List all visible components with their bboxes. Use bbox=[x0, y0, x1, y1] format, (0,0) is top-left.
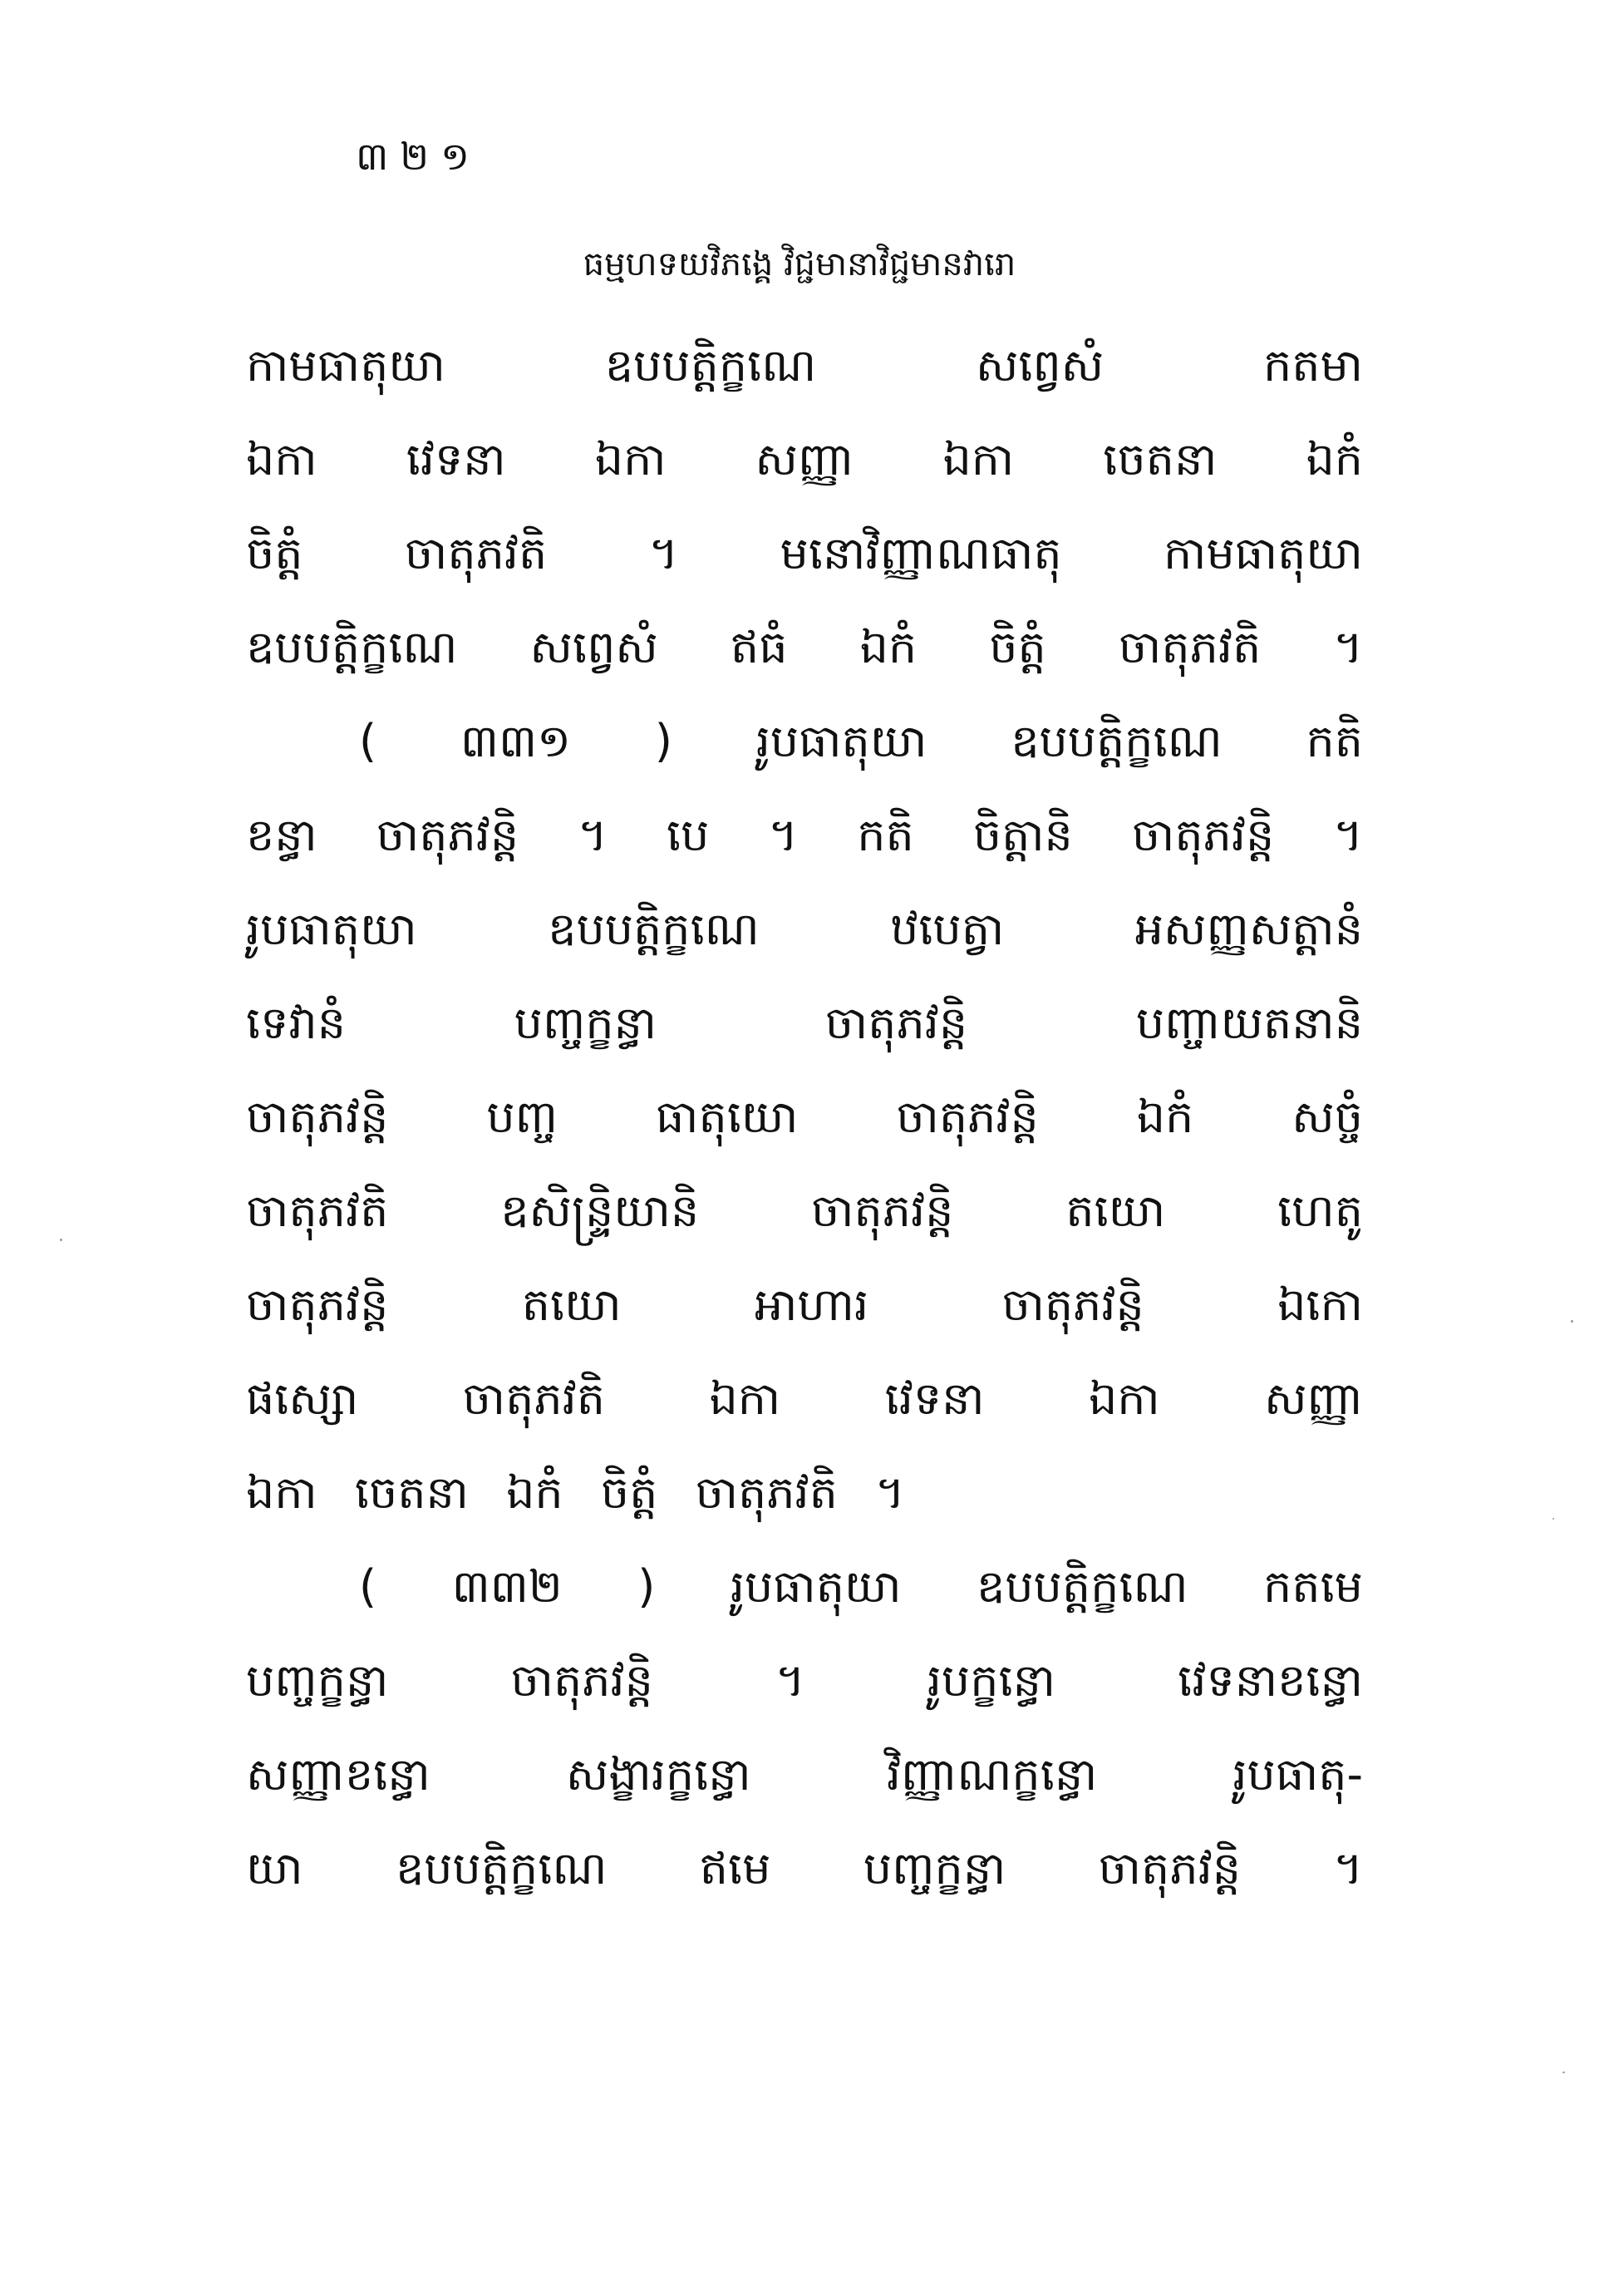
scan-speck bbox=[1562, 2072, 1565, 2073]
text-line: ចាតុភវតិ ឧសិន្ទ្រិយានិ ចាតុភវន្តិ តយោ ហេតូ bbox=[246, 1185, 1363, 1237]
text-line: ចាតុភវន្តិ បញ្ច ធាតុយោ ចាតុភវន្តិ ឯកំ សច្ចំ bbox=[246, 1091, 1363, 1143]
scan-speck bbox=[60, 1239, 62, 1241]
page-number: ៣២១ bbox=[356, 134, 481, 179]
text-line: ឯកា វេទនា ឯកា សញ្ញា ឯកា ចេតនា ឯកំ bbox=[246, 433, 1363, 485]
running-header: ធម្មហទយវិភង្គេ វិជ្ជមានាវិជ្ជមានវារោ bbox=[583, 245, 1016, 283]
paragraph-end-line: ឯកា ចេតនា ឯកំ ចិត្តំ ចាតុភវតិ ។ bbox=[246, 1466, 905, 1519]
text-line: ទេវានំ បញ្ចក្ខន្ធា ចាតុភវន្តិ បញ្ចាយតនានិ bbox=[246, 997, 1363, 1049]
paragraph-start-line: ( ៣៣២ ) រូបធាតុយា ឧបបត្តិក្ខណេ កតមេ bbox=[359, 1560, 1363, 1613]
text-line: រូបធាតុយា ឧបបត្តិក្ខណេ ឋបេត្វា អសញ្ញសត្តានំ bbox=[246, 903, 1363, 955]
paragraph-start-line: ( ៣៣១ ) រូបធាតុយា ឧបបត្តិក្ខណេ កតិ bbox=[359, 715, 1363, 767]
text-line: កាមធាតុយា ឧបបត្តិក្ខណេ សព្វេសំ កតមា bbox=[246, 339, 1363, 392]
text-line: យា ឧបបត្តិក្ខណេ ឥមេ បញ្ចក្ខន្ធា ចាតុភវន្តិ ។ bbox=[246, 1842, 1363, 1894]
text-line: បញ្ចក្ខន្ធា ចាតុភវន្តិ ។ រូបក្ខន្ធោ វេទនាខន្ធោ bbox=[246, 1654, 1363, 1707]
scan-speck bbox=[1571, 1320, 1573, 1323]
text-line: ចិត្តំ ចាតុភវតិ ។ មនោវិញ្ញាណធាតុ កាមធាតុយា bbox=[246, 527, 1363, 579]
scan-speck bbox=[1552, 1518, 1554, 1520]
text-line: សញ្ញាខន្ធោ សង្ខារក្ខន្ធោ វិញ្ញាណក្ខន្ធោ រូបធាតុ- bbox=[246, 1748, 1363, 1801]
text-line: ឧបបត្តិក្ខណេ សព្វេសំ ឥធំ ឯកំ ចិត្តំ ចាតុភវតិ ។ bbox=[246, 621, 1363, 673]
text-line: ខន្ធា ចាតុភវន្តិ ។ បេ ។ កតិ ចិត្តានិ ចាតុភវន្តិ ។ bbox=[246, 809, 1363, 861]
body-text bbox=[246, 333, 1363, 1929]
text-line: ចាតុភវន្តិ តយោ អាហារ ចាតុភវន្តិ ឯកោ bbox=[246, 1279, 1363, 1331]
text-line: ផស្សោ ចាតុភវតិ ឯកា វេទនា ឯកា សញ្ញា bbox=[246, 1372, 1363, 1425]
